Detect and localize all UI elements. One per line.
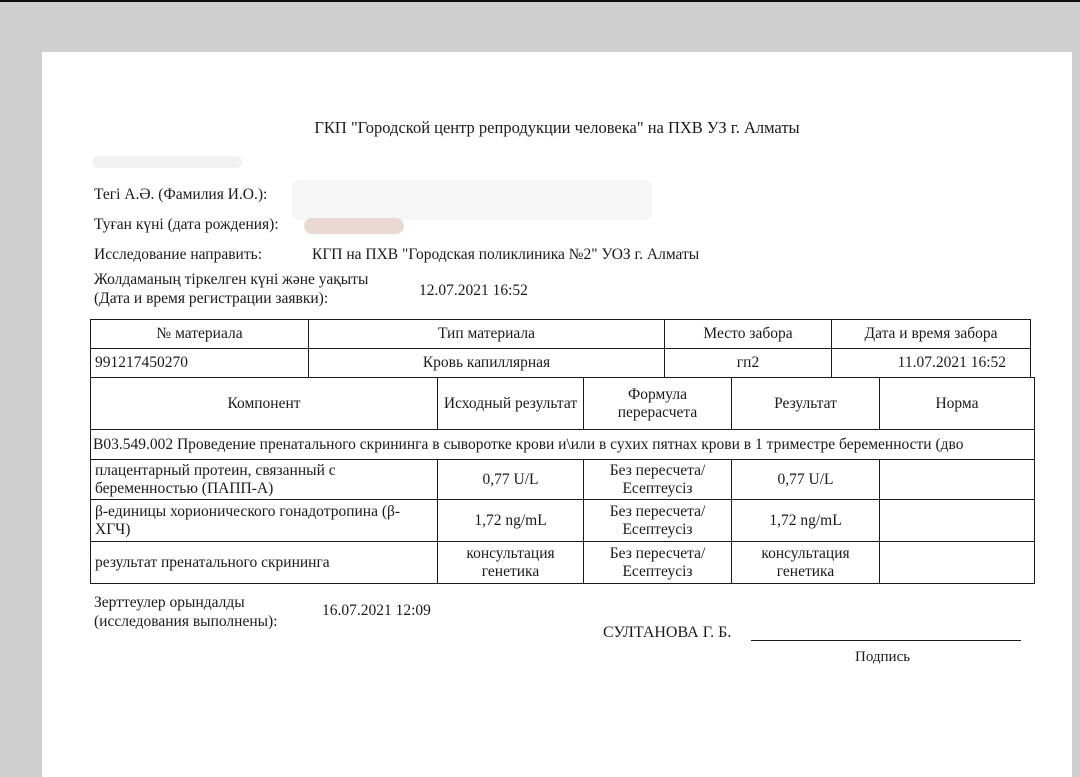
material-header-datetime: Дата и время забора [832, 320, 1031, 349]
material-row [91, 349, 1031, 378]
completed-value: 16.07.2021 12:09 [322, 602, 431, 619]
table-row [91, 542, 1035, 584]
redacted-line [92, 156, 242, 168]
top-edge [0, 0, 1080, 2]
study-title: B03.549.002 Проведение пренатального скрининга в сыворотке крови и\или в сухих пятнах крови в 1 триместре беременности (дво [91, 430, 1035, 460]
material-datetime: 11.07.2021 16:52 [832, 349, 1031, 378]
result: 1,72 ng/mL [732, 500, 880, 542]
registration-value: 12.07.2021 16:52 [419, 282, 528, 299]
surname-label: Тегі А.Ә. (Фамилия И.О.): [94, 186, 268, 203]
results-header-norm: Норма [880, 378, 1035, 430]
material-header-type: Тип материала [309, 320, 665, 349]
norm [880, 542, 1035, 584]
material-header-place: Место забора [665, 320, 832, 349]
table-row [91, 460, 1035, 500]
material-table [90, 319, 1031, 378]
material-header-row [91, 320, 1031, 349]
study-row [91, 430, 1035, 460]
registration-label-kz: Жолдаманың тіркелген күні және уақыты [94, 271, 369, 288]
results-header-formula: Формула перерасчета [584, 378, 732, 430]
material-header-number: № материала [91, 320, 309, 349]
signatory-name: СУЛТАНОВА Г. Б. [603, 624, 732, 641]
redacted-name [292, 180, 652, 220]
organization-title: ГКП "Городской центр репродукции человека" на ПХВ УЗ г. Алматы [314, 118, 800, 137]
material-place: гп2 [665, 349, 832, 378]
initial-result: 0,77 U/L [438, 460, 584, 500]
material-type: Кровь капиллярная [309, 349, 665, 378]
component-name: β-единицы хорионического гонадотропина (β-ХГЧ) [91, 500, 438, 542]
formula: Без пересчета/ Есептеусіз [584, 500, 732, 542]
formula: Без пересчета/ Есептеусіз [584, 460, 732, 500]
formula: Без пересчета/ Есептеусіз [584, 542, 732, 584]
redacted-dob [304, 218, 404, 234]
results-header-initial: Исходный результат [438, 378, 584, 430]
table-row [91, 500, 1035, 542]
results-table [90, 377, 1035, 584]
component-name: плацентарный протеин, связанный с беременностью (ПАПП-А) [91, 460, 438, 500]
norm [880, 460, 1035, 500]
birthdate-label: Туған күні (дата рождения): [94, 216, 279, 233]
referral-value: КГП на ПХВ "Городская поликлиника №2" УОЗ г. Алматы [312, 246, 700, 263]
component-name: результат пренатального скрининга [91, 542, 438, 584]
initial-result: консультация генетика [438, 542, 584, 584]
signature-caption: Подпись [855, 649, 911, 665]
completed-label-kz: Зерттеулер орындалды [94, 594, 245, 611]
signature-line [751, 640, 1021, 641]
material-number: 991217450270 [91, 349, 309, 378]
document-page [42, 52, 1072, 777]
completed-label-ru: (исследования выполнены): [94, 613, 278, 630]
registration-label-ru: (Дата и время регистрации заявки): [94, 290, 329, 307]
results-header-component: Компонент [91, 378, 438, 430]
result: консультация генетика [732, 542, 880, 584]
referral-label: Исследование направить: [94, 246, 262, 263]
norm [880, 500, 1035, 542]
results-header-result: Результат [732, 378, 880, 430]
result: 0,77 U/L [732, 460, 880, 500]
results-header-row [91, 378, 1035, 430]
initial-result: 1,72 ng/mL [438, 500, 584, 542]
